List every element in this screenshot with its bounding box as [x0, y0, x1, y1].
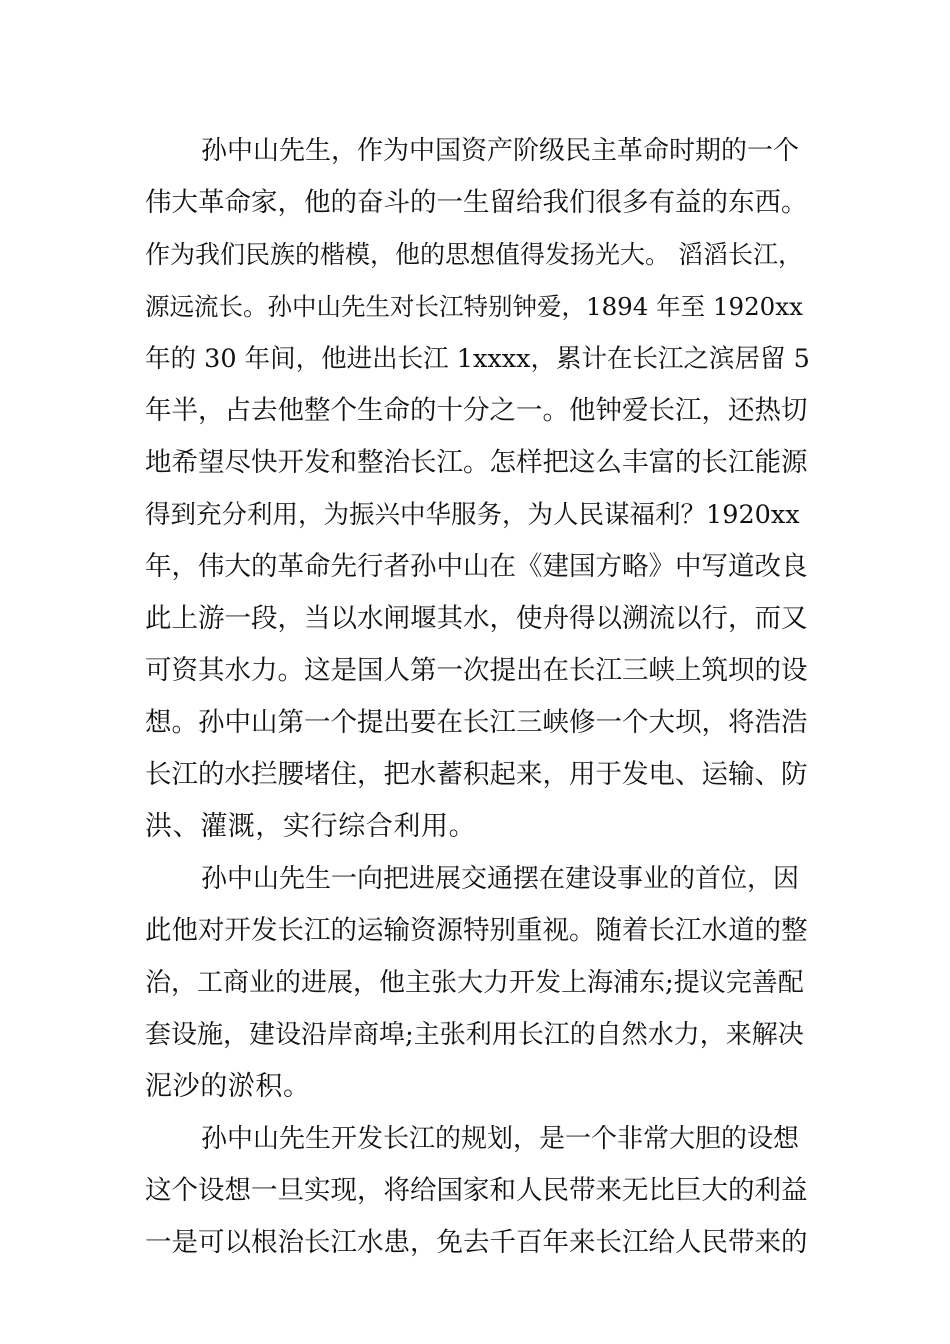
paragraph-1-line-4: 源远流长。孙中山先生对长江特别钟爱，1894 年至 1920xx	[145, 292, 803, 321]
paragraph-2-line-4: 套设施，建设沿岸商埠;主张利用长江的自然水力，来解决	[145, 1020, 804, 1050]
paragraph-1-line-10: 此上游一段，当以水闸堰其水，使舟得以溯流以行，而又	[145, 603, 808, 634]
paragraph-1-line-5: 年的 30 年间，他进出长江 1xxxx，累计在长江之滨居留 5	[145, 344, 810, 374]
paragraph-1-line-14: 洪、灌溉，实行综合利用。	[145, 811, 477, 842]
paragraph-1-line-1: 孙中山先生，作为中国资产阶级民主革命时期的一个	[201, 136, 800, 166]
paragraph-1-line-13: 长江的水拦腰堵住，把水蓄积起来，用于发电、运输、防	[145, 759, 808, 790]
paragraph-2-line-1: 孙中山先生一向把进展交通摆在建设事业的首位，因	[201, 864, 800, 894]
paragraph-3-line-1: 孙中山先生开发长江的规划，是一个非常大胆的设想	[201, 1124, 800, 1154]
paragraph-1-line-9: 年，伟大的革命先行者孙中山在《建国方略》中写道改良	[145, 551, 808, 582]
paragraph-1-line-11: 可资其水力。这是国人第一次提出在长江三峡上筑坝的设	[145, 655, 808, 686]
paragraph-1-line-12: 想。孙中山第一个提出要在长江三峡修一个大坝，将浩浩	[145, 707, 808, 738]
paragraph-2-line-3: 治，工商业的进展，他主张大力开发上海浦东;提议完善配	[145, 968, 804, 998]
paragraph-1-line-3: 作为我们民族的楷模，他的思想值得发扬光大。 滔滔长江，	[145, 240, 803, 269]
paragraph-1-line-6: 年半，占去他整个生命的十分之一。他钟爱长江，还热切	[145, 395, 808, 426]
paragraph-1-line-2: 伟大革命家，他的奋斗的一生留给我们很多有益的东西。	[145, 187, 808, 218]
paragraph-2-line-2: 此他对开发长江的运输资源特别重视。随着长江水道的整	[145, 915, 808, 946]
paragraph-2-line-5: 泥沙的淤积。	[145, 1071, 311, 1102]
paragraph-1-line-8: 得到充分利用，为振兴中华服务，为人民谋福利？1920xx	[145, 500, 800, 530]
paragraph-3-line-2: 这个设想一旦实现，将给国家和人民带来无比巨大的利益	[145, 1175, 808, 1206]
paragraph-3-line-3: 一是可以根治长江水患，免去千百年来长江给人民带来的	[145, 1227, 808, 1258]
paragraph-1-line-7: 地希望尽快开发和整治长江。怎样把这么丰富的长江能源	[145, 447, 808, 478]
